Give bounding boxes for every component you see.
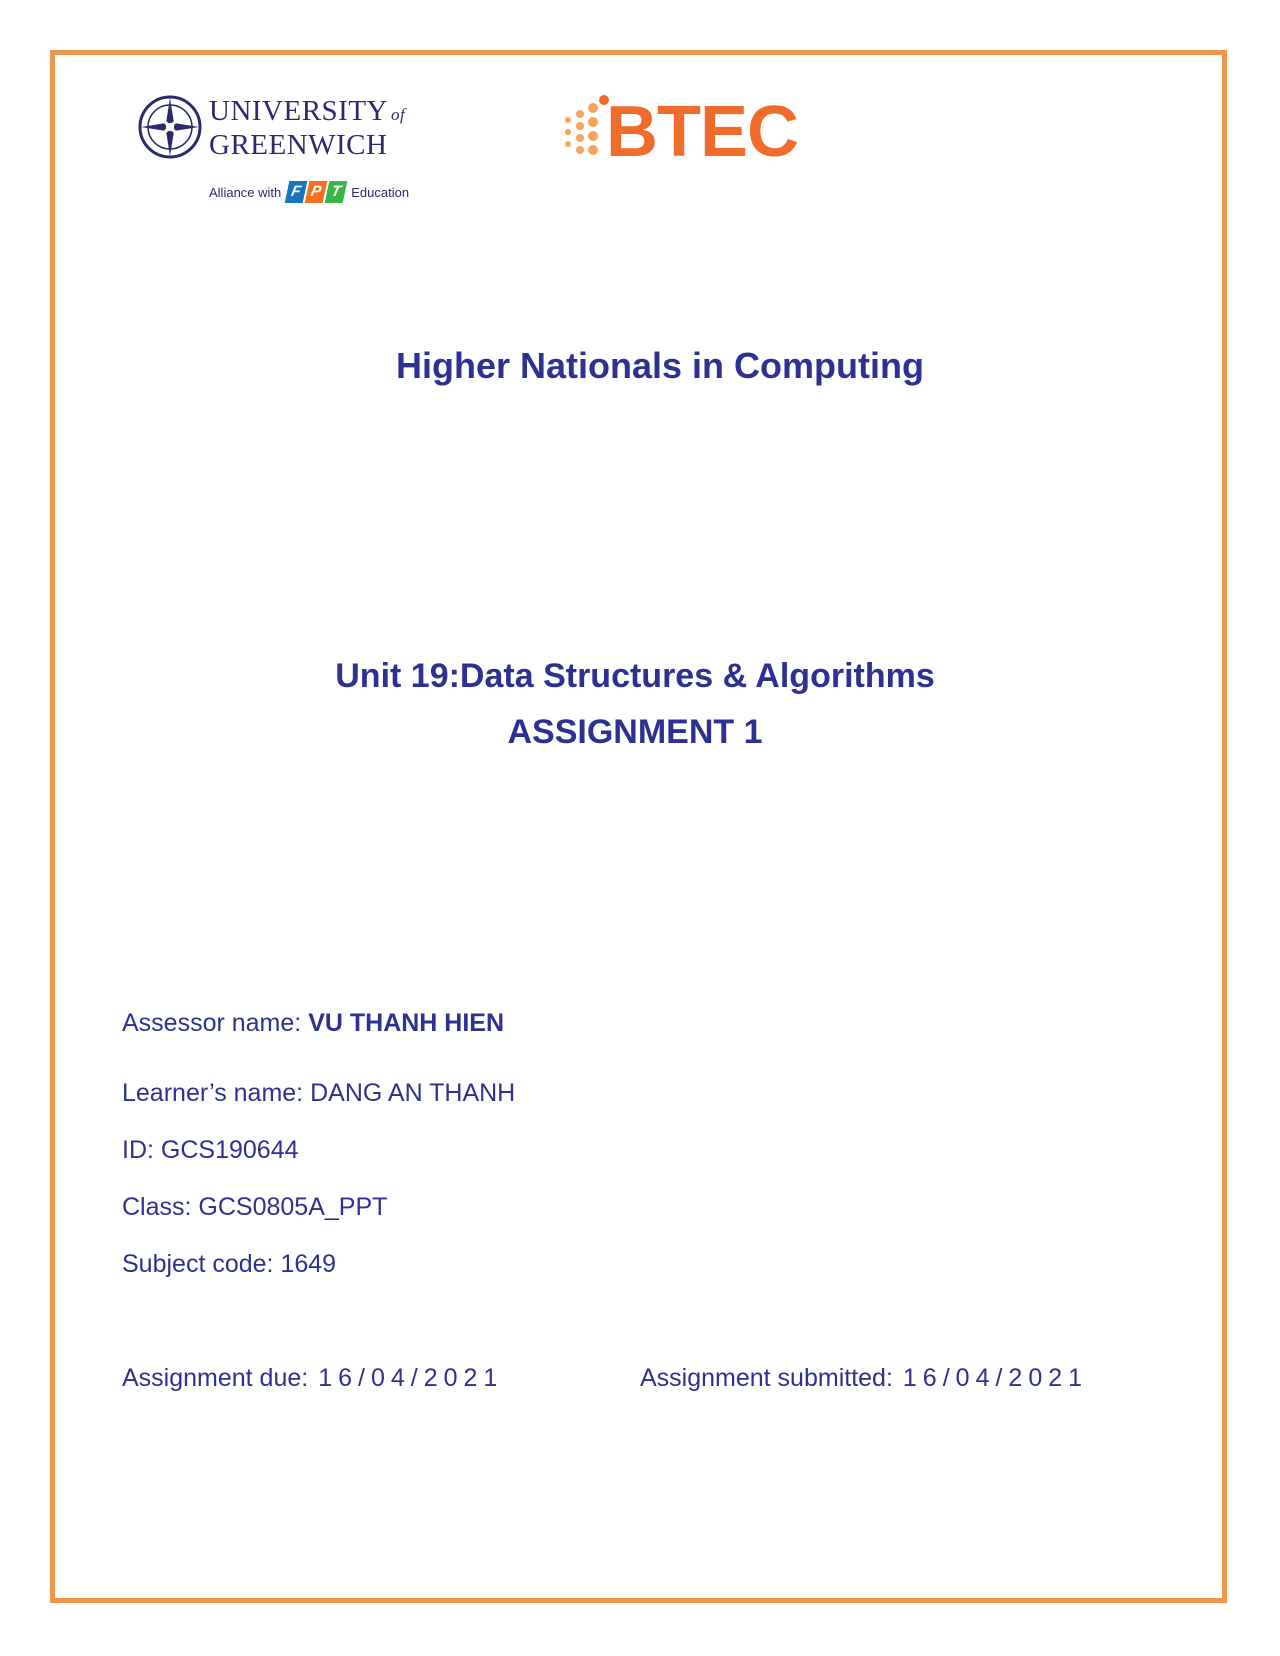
- alliance-line: Alliance with F P T Education: [209, 177, 409, 207]
- unit-title-block: [0, 648, 1270, 760]
- id-line: ID: GCS190644: [122, 1136, 299, 1164]
- compass-crest-icon: [137, 94, 203, 160]
- fpt-logo: F P T: [287, 181, 345, 203]
- assignment-title: ASSIGNMENT 1: [507, 713, 763, 751]
- subject-code-line: Subject code: 1649: [122, 1250, 337, 1278]
- assessor-line: Assessor name: VU THANH HIEN: [122, 1009, 505, 1037]
- btec-logo: [560, 92, 820, 172]
- program-title: Higher Nationals in Computing: [396, 345, 924, 386]
- greenwich-wordmark: UNIVERSITY of GREENWICH: [209, 95, 406, 161]
- unit-title: Unit 19:Data Structures & Algorithms: [335, 657, 935, 695]
- greenwich-logo: [137, 92, 417, 207]
- submitted-date-line: Assignment submitted: 16/04/2021: [640, 1364, 1089, 1392]
- class-line: Class: GCS0805A_PPT: [122, 1193, 388, 1221]
- due-date-line: Assignment due: 16/04/2021: [122, 1364, 504, 1392]
- learner-line: Learner’s name: DANG AN THANH: [122, 1079, 516, 1107]
- btec-wordmark: BTEC: [606, 92, 798, 172]
- btec-dots-icon: [560, 92, 612, 172]
